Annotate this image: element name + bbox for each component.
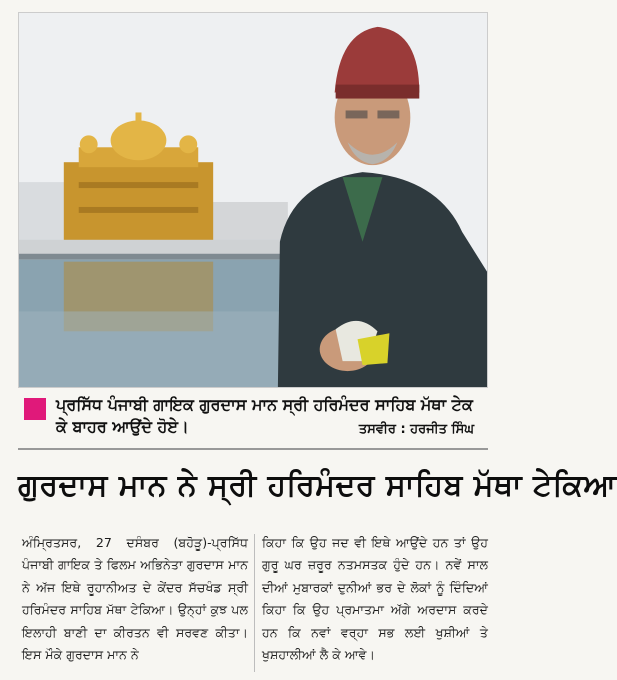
news-photo (18, 12, 488, 388)
photo-illustration (19, 13, 487, 387)
headline: ਗੁਰਦਾਸ ਮਾਨ ਨੇ ਸ੍ਰੀ ਹਰਿਮੰਦਰ ਸਾਹਿਬ ਮੱਥਾ ਟੇਕਿਆ (18, 468, 617, 503)
divider (18, 448, 488, 450)
article-column-right: ਕਿਹਾ ਕਿ ਉਹ ਜਦ ਵੀ ਇਥੇ ਆਉਂਦੇ ਹਨ ਤਾਂ ਉਹ ਗੁਰੂ ਘਰ ਜ਼ਰੂਰ ਨਤਮਸਤਕ ਹੁੰਦੇ ਹਨ। ਨਵੇਂ ਸਾਲ ਦੀਆਂ ਮੁਬਾਰਕਾਂ ਦੁਨੀਆਂ ਭਰ ਦੇ ਲੋਕਾਂ ਨੂੰ ਦਿੰਦਿਆਂ ਕਿਹਾ ਕਿ ਉਹ ਪ੍ਰਮਾਤਮਾ ਅੱਗੇ ਅਰਦਾਸ ਕਰਦੇ ਹਨ ਕਿ ਨਵਾਂ ਵਰ੍ਹਾ ਸਭ ਲਈ ਖੁਸ਼ੀਆਂ ਤੇ ਖੁਸ਼ਹਾਲੀਆਂ ਲੈ ਕੇ ਆਵੇ। (262, 535, 488, 663)
caption-marker (24, 398, 46, 420)
article-body (22, 532, 488, 674)
article-column-left: ਅੰਮ੍ਰਿਤਸਰ, 27 ਦਸੰਬਰ (ਬਹੋੜੂ)-ਪ੍ਰਸਿੱਧ ਪੰਜਾਬੀ ਗਾਇਕ ਤੇ ਫਿਲਮ ਅਭਿਨੇਤਾ ਗੁਰਦਾਸ ਮਾਨ ਨੇ ਅੱਜ ਇਥੇ ਰੂਹਾਨੀਅਤ ਦੇ ਕੇਂਦਰ ਸੱਚਖੰਡ ਸ੍ਰੀ ਹਰਿਮੰਦਰ ਸਾਹਿਬ ਮੱਥਾ ਟੇਕਿਆ। ਉਨ੍ਹਾਂ ਕੁਝ ਪਲ ਇਲਾਹੀ ਬਾਣੀ ਦਾ ਕੀਰਤਨ ਵੀ ਸਰਵਣ ਕੀਤਾ। ਇਸ ਮੌਕੇ ਗੁਰਦਾਸ ਮਾਨ ਨੇ (22, 535, 248, 663)
caption-text: ਪ੍ਰਸਿੱਧ ਪੰਜਾਬੀ ਗਾਇਕ ਗੁਰਦਾਸ ਮਾਨ ਸ੍ਰੀ ਹਰਿਮੰਦਰ ਸਾਹਿਬ ਮੱਥਾ ਟੇਕ ਕੇ ਬਾਹਰ ਆਉਂਦੇ ਹੋਏ। (56, 395, 473, 436)
photo-credit: ਤਸਵੀਰ : ਹਰਜੀਤ ਸਿੰਘ (358, 422, 474, 437)
column-divider (254, 534, 255, 672)
photo-caption (18, 392, 488, 444)
